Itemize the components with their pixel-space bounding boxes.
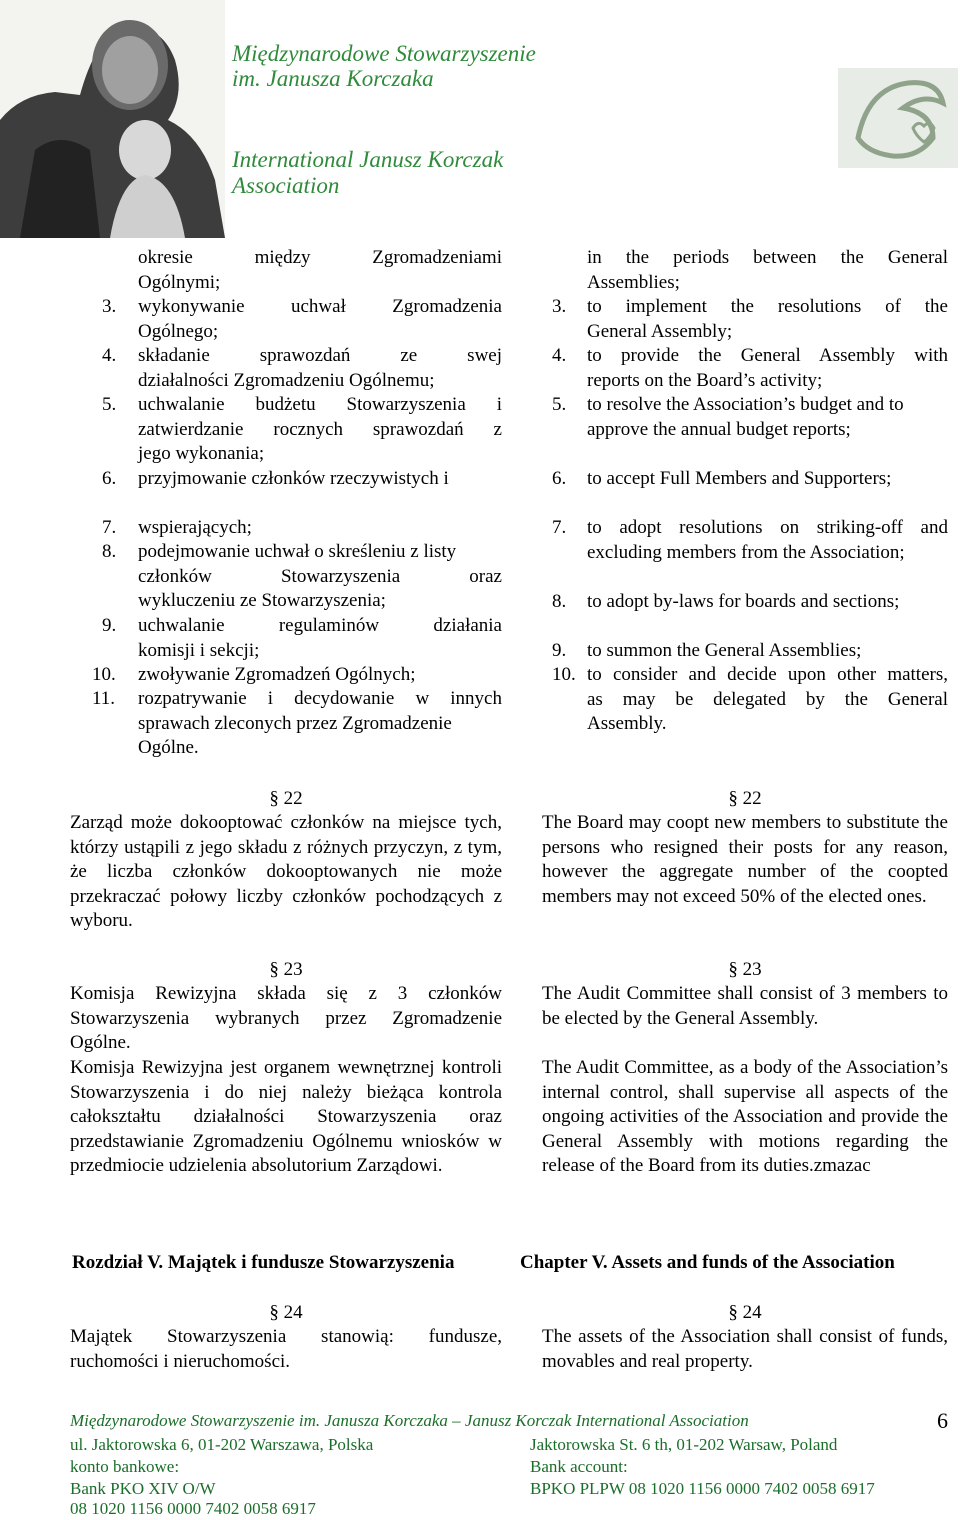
right-section-24-title: § 24: [728, 1302, 762, 1323]
header-en-name-line1: International Janusz Korczak: [232, 147, 504, 172]
right-section-23-title: § 23: [728, 959, 762, 980]
left-section-22-title: § 22: [269, 788, 303, 809]
footer-account-label-en: Bank account:: [530, 1457, 628, 1476]
list-item: 11. rozpatrywanie i decydowanie w innych sprawach zleconych przez Zgromadzenie Ogólne.: [92, 688, 502, 758]
right-section-23-text1: The Audit Committee shall consist of 3 members to be elected by the General Assembly.: [542, 983, 948, 1029]
list-item: 6. to accept Full Members and Supporters;: [552, 468, 892, 489]
footer-account-number: 08 1020 1156 0000 7402 0058 6917: [70, 1499, 316, 1518]
right-section-23-text2: The Audit Committee, as a body of the Association’s internal control, shall supervise all aspects of the ongoing activities of the Association and provide the General Assembly with motions regarding the release of the Board from its duties.zmazac: [542, 1057, 948, 1176]
header-pl-name-line2: im. Janusza Korczaka: [232, 66, 434, 91]
page-number: 6: [937, 1408, 948, 1433]
list-item: 4. składanie sprawozdań ze swej działalności Zgromadzeniu Ogólnemu;: [102, 345, 502, 391]
right-section-24-text: The assets of the Association shall consist of funds, movables and real property.: [542, 1326, 948, 1372]
korczak-portrait-image: [0, 0, 225, 238]
footer-bank-pl: Bank PKO XIV O/W: [70, 1479, 216, 1498]
list-item: 9. to summon the General Assemblies;: [552, 640, 862, 661]
footer-association-line: Międzynarodowe Stowarzyszenie im. Janusza Korczaka – Janusz Korczak International Association: [70, 1411, 749, 1430]
left-section-24-text: Majątek Stowarzyszenia stanowią: fundusze, ruchomości i nieruchomości.: [70, 1326, 502, 1372]
right-section-22-title: § 22: [728, 788, 762, 809]
left-section-24-title: § 24: [269, 1302, 303, 1323]
list-item: 3. wykonywanie uchwał Zgromadzenia Ogólnego;: [102, 296, 502, 342]
footer-bank-en: BPKO PLPW 08 1020 1156 0000 7402 0058 6917: [530, 1479, 875, 1498]
list-item: 8. to adopt by-laws for boards and sections;: [552, 591, 900, 612]
footer-account-label-pl: konto bankowe:: [70, 1457, 180, 1476]
list-item: 5. uchwalanie budżetu Stowarzyszenia i zatwierdzanie rocznych sprawozdań z jego wykonania;: [102, 394, 502, 464]
left-section-22-text: Zarząd może dokooptować członków na miejsce tych, którzy ustąpili z jego składu z różnych przyczyn, z tym, że liczba członków dokooptowanych nie może przekraczać połowy liczby członków pochodzących z wyboru.: [70, 812, 502, 931]
list-item: 7. wspierających;: [102, 517, 252, 538]
left-section-23-text1: Komisja Rewizyjna składa się z 3 członków Stowarzyszenia wybranych przez Zgromadzenie Ogólne.: [70, 983, 502, 1053]
list-item: 10. to consider and decide upon other matters, as may be delegated by the General Assembly.: [552, 664, 948, 734]
right-chapter-heading: Chapter V. Assets and funds of the Association: [520, 1252, 895, 1273]
list-item: 4. to provide the General Assembly with reports on the Board’s activity;: [552, 345, 948, 391]
list-item: 3. to implement the resolutions of the General Assembly;: [552, 296, 948, 342]
header-pl-name-line1: Międzynarodowe Stowarzyszenie: [232, 41, 536, 66]
list-item: 7. to adopt resolutions on striking-off and excluding members from the Association;: [552, 517, 948, 563]
left-chapter-heading: Rozdział V. Majątek i fundusze Stowarzyszenia: [72, 1252, 455, 1273]
list-item: 9. uchwalanie regulaminów działania komisji i sekcji;: [102, 615, 502, 661]
left-intro-line1: okresie między Zgromadzeniami: [138, 247, 502, 268]
list-item: 6. przyjmowanie członków rzeczywistych i: [102, 468, 449, 489]
list-item: 8. podejmowanie uchwał o skreśleniu z listy członków Stowarzyszenia oraz wykluczeniu ze Stowarzyszenia;: [102, 541, 502, 611]
list-item: 5. to resolve the Association’s budget and to approve the annual budget reports;: [552, 394, 904, 440]
left-intro-line2: Ogólnymi;: [138, 271, 221, 293]
footer-address-pl: ul. Jaktorowska 6, 01-202 Warszawa, Polska: [70, 1435, 374, 1454]
left-section-23-title: § 23: [269, 959, 303, 980]
header-en-name-line2: Association: [232, 173, 340, 198]
right-section-22-text: The Board may coopt new members to substitute the persons who resigned their posts for any reason, however the aggregate number of the coopted members may not exceed 50% of the elected ones.: [542, 812, 948, 907]
right-intro-line2: Assemblies;: [587, 271, 680, 293]
footer-address-en: Jaktorowska St. 6 th, 01-202 Warsaw, Poland: [530, 1435, 838, 1454]
left-section-23-text2: Komisja Rewizyjna jest organem wewnętrznej kontroli Stowarzyszenia i do niej należy bieżąca kontrola całokształtu działalności Stowarzyszenia oraz przedstawianie Zgromadzeniu Ogólnemu wniosków w przedmiocie udzielenia absolutorium Zarządowi.: [70, 1057, 502, 1176]
list-item: 10. zwoływanie Zgromadzeń Ogólnych;: [92, 664, 416, 685]
right-intro-line1: in the periods between the General: [587, 247, 948, 268]
association-logo-icon: [838, 68, 958, 168]
